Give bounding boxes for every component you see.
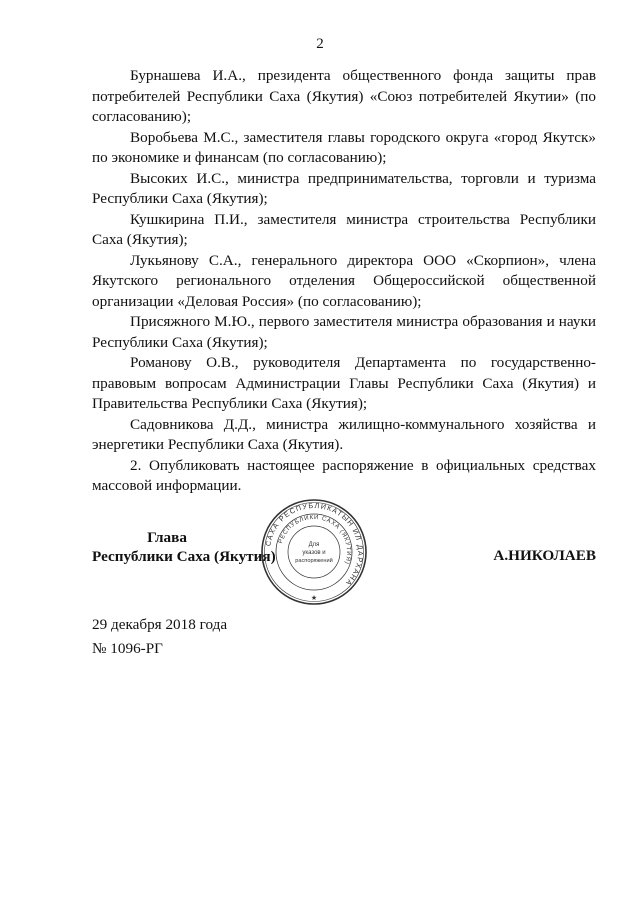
document-body — [92, 66, 596, 497]
signatory-title-line2: Республики Саха (Якутия) — [92, 548, 276, 565]
seal-inner-text: РЕСПУБЛИКИ САХА (ЯКУТИЯ) — [278, 514, 352, 566]
signatory-title-line1: Глава — [147, 529, 187, 546]
official-seal — [260, 498, 368, 606]
seal-outer-text: САХА РЕСПУБЛИКАТЫН ИЛ ДАРХАНА — [263, 500, 366, 589]
paragraph-vysokikh: Высоких И.С., министра предпринимательства, торговли и туризма Республики Саха (Якутия); — [92, 169, 596, 207]
signatory-title — [92, 528, 282, 566]
signatory-name: А.НИКОЛАЕВ — [493, 547, 596, 564]
paragraph-romanova: Романову О.В., руководителя Департамента по государственно-правовым вопросам Администрации Главы Республики Саха (Якутия) и Правительства Республики Саха (Якутия); — [92, 354, 596, 412]
seal-center-line2: указов и — [302, 550, 326, 556]
signature-block — [0, 498, 640, 608]
order-number: № 1096-РГ — [92, 640, 163, 657]
paragraph-prisyazhny: Присяжного М.Ю., первого заместителя министра образования и науки Республики Саха (Якутия); — [92, 313, 596, 351]
document-date: 29 декабря 2018 года — [92, 616, 228, 633]
seal-center-line1: Для — [308, 542, 320, 548]
paragraph-vorobyeva: Воробьева М.С., заместителя главы городского округа «город Якутск» по экономике и финансам (по согласованию); — [92, 128, 596, 166]
seal-star-icon: ★ — [310, 594, 318, 602]
paragraph-lukyanova: Лукьянову С.А., генерального директора ООО «Скорпион», члена Якутского регионального отделения Общероссийской общественной организации «Деловая Россия» (по согласованию); — [92, 251, 596, 310]
seal-center-line3: распоряжений — [295, 558, 333, 564]
paragraph-publish: 2. Опубликовать настоящее распоряжение в официальных средствах массовой информации. — [92, 456, 596, 494]
paragraph-kushkirina: Кушкирина П.И., заместителя министра строительства Республики Саха (Якутия); — [92, 210, 596, 248]
paragraph-burnasheva: Бурнашева И.А., президента общественного фонда защиты прав потребителей Республики Саха (Якутия) «Союз потребителей Якутии» (по согласованию); — [92, 67, 596, 125]
page-number: 2 — [316, 36, 324, 52]
paragraph-sadovnikova: Садовникова Д.Д., министра жилищно-коммунального хозяйства и энергетики Республики Саха (Якутия). — [92, 415, 596, 453]
